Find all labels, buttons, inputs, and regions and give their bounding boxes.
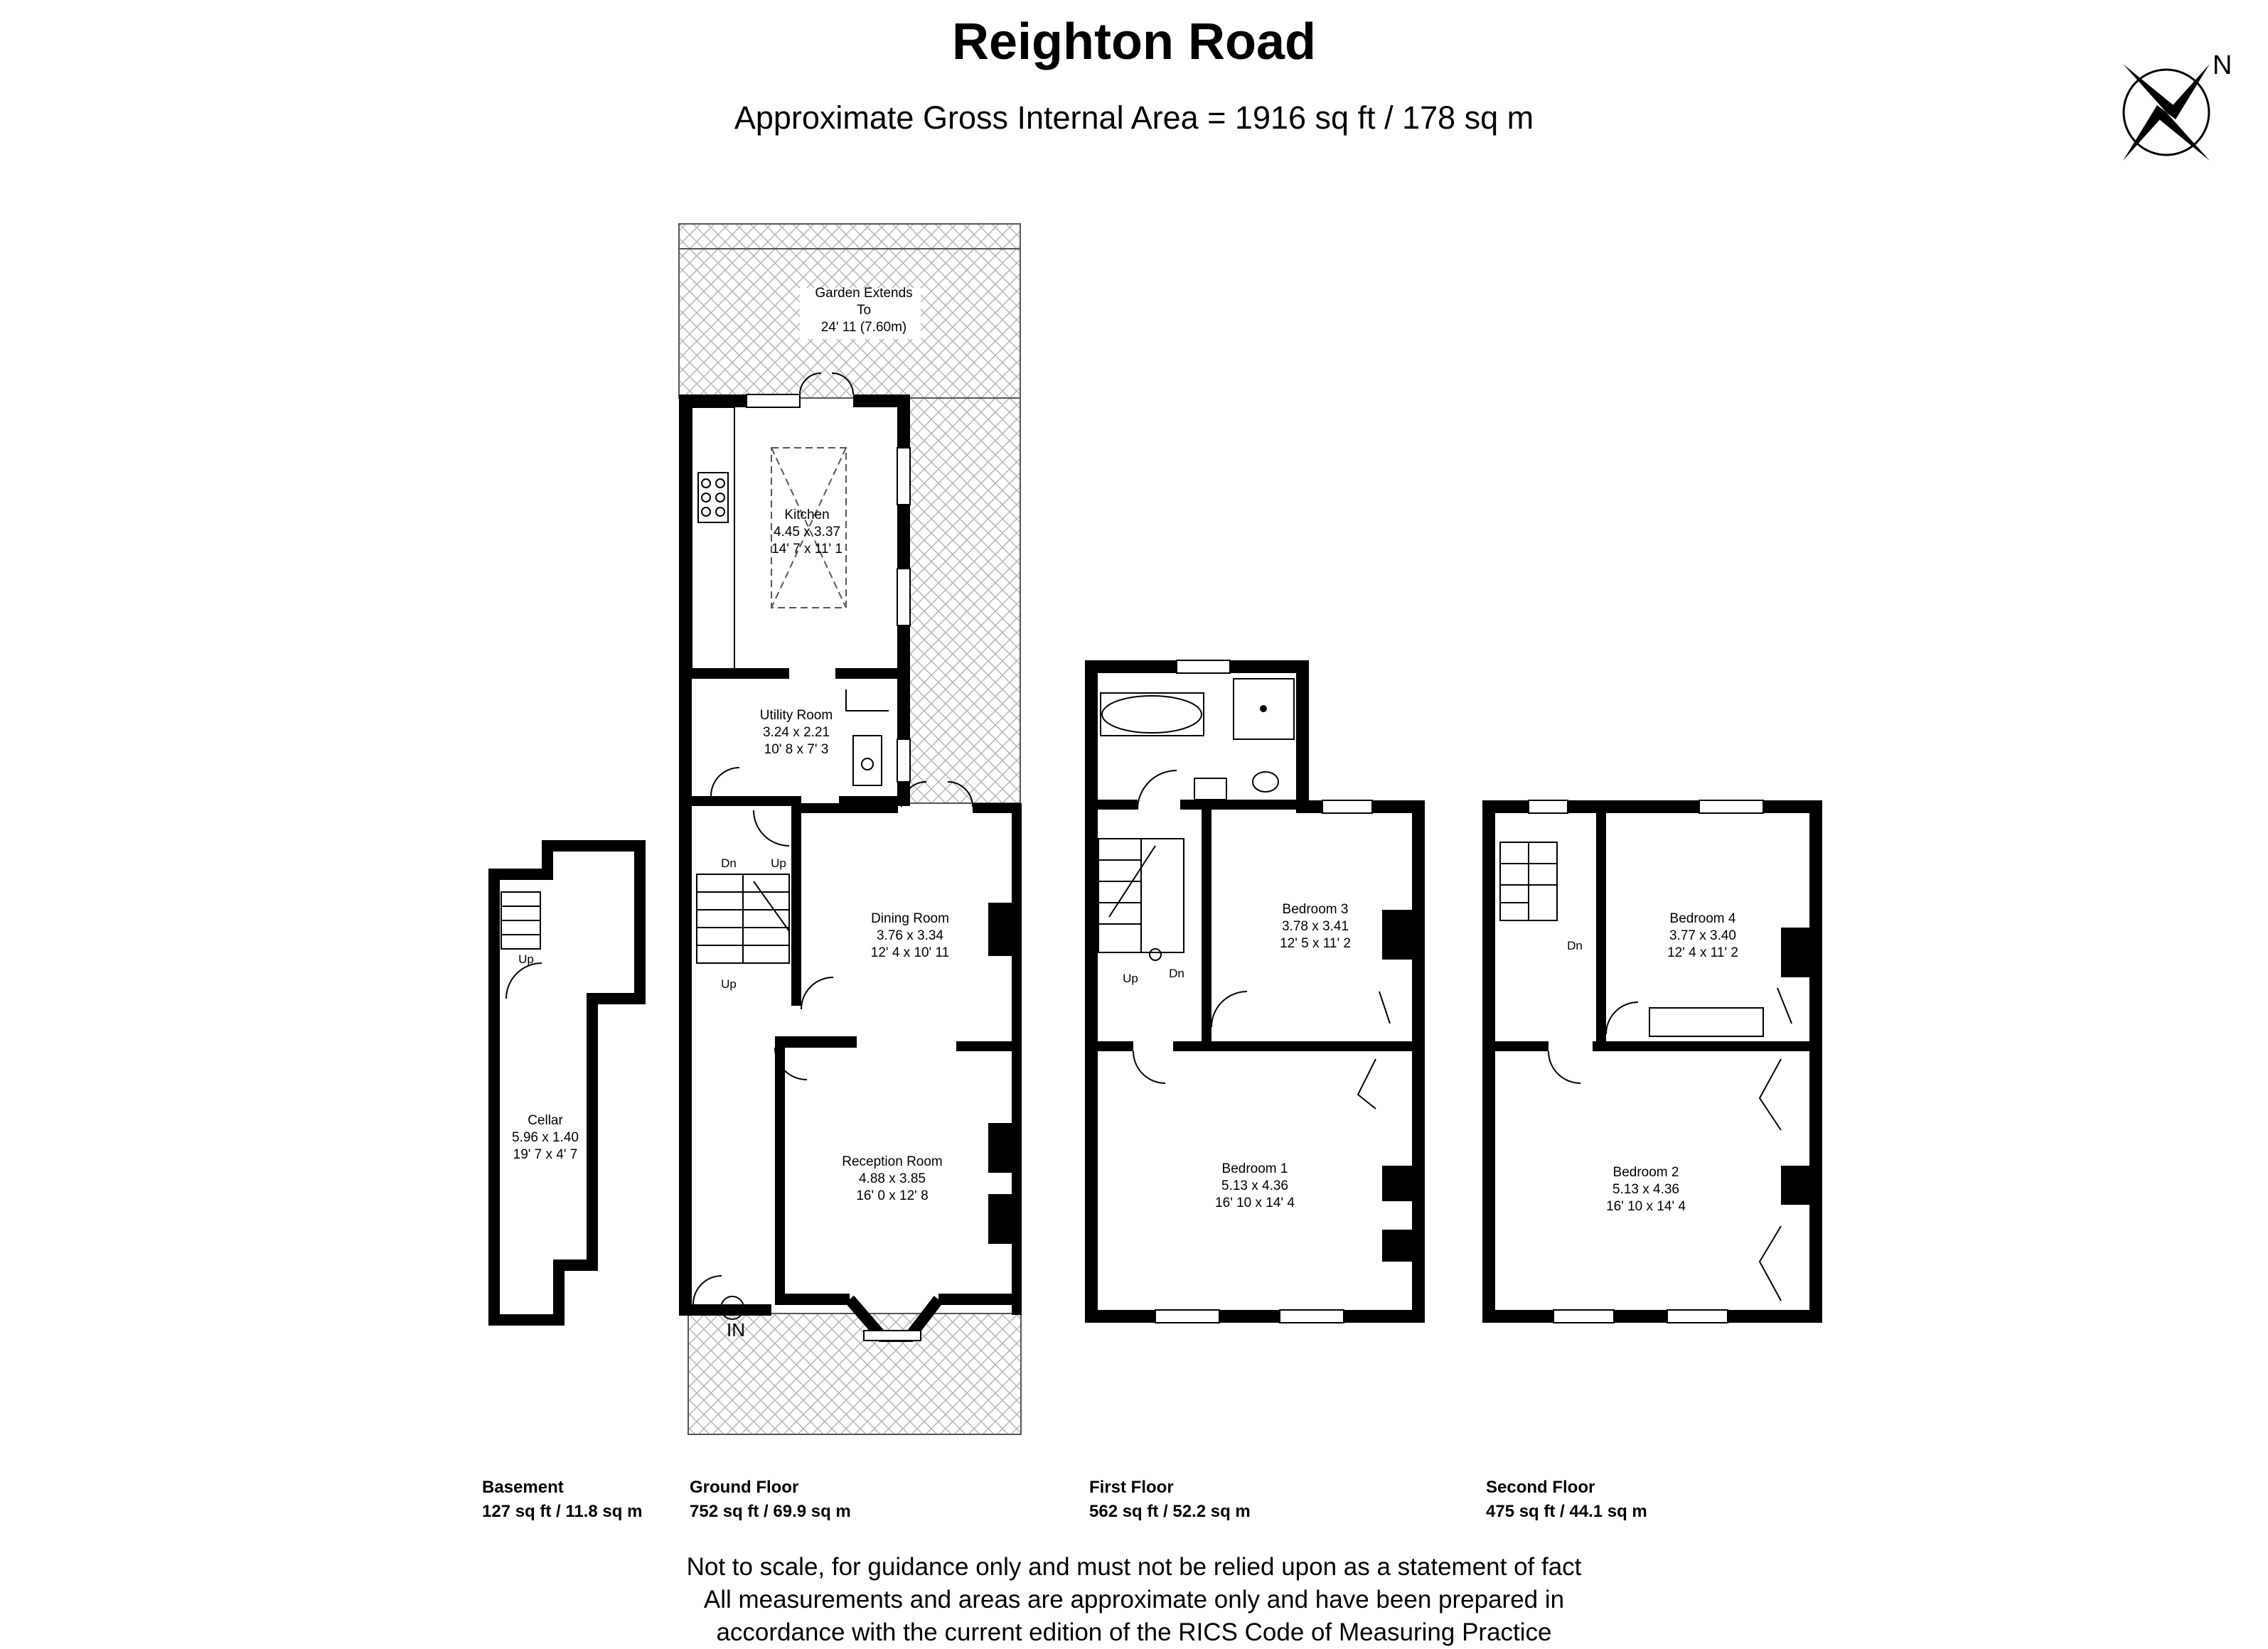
dining-room-imperial: 12' 4 x 10' 11 <box>870 945 950 960</box>
dining-room-metric: 3.76 x 3.34 <box>876 928 944 943</box>
kitchen-imperial: 14' 7 x 11' 1 <box>771 542 843 557</box>
floor-area: 475 sq ft / 44.1 sq m <box>1486 1502 1647 1521</box>
floor-area: 127 sq ft / 11.8 sq m <box>482 1502 643 1521</box>
garden-label-line1: Garden Extends <box>815 286 913 301</box>
bedroom2-metric: 5.13 x 4.36 <box>1612 1182 1680 1197</box>
utility-room-metric: 3.24 x 2.21 <box>762 725 830 740</box>
first-stair-dn-label: Dn <box>1169 967 1184 980</box>
floor-caption-basement <box>482 1476 642 1524</box>
floor-name: Ground Floor <box>690 1478 799 1497</box>
utility-room-imperial: 10' 8 x 7' 3 <box>764 742 829 757</box>
disclaimer-line-2: All measurements and areas are approximate only and have been prepared in <box>703 1586 1565 1613</box>
cellar-imperial: 19' 7 x 4' 7 <box>513 1147 578 1162</box>
bedroom2-name: Bedroom 2 <box>1612 1165 1679 1180</box>
bedroom3-name: Bedroom 3 <box>1282 902 1349 917</box>
ground-floor-plan <box>679 224 1022 1434</box>
floor-name: First Floor <box>1089 1478 1174 1497</box>
garden-label-line2: To <box>856 303 872 318</box>
second-stair-dn-label: Dn <box>1567 939 1583 952</box>
floor-caption-second <box>1486 1476 1647 1524</box>
bedroom1-name: Bedroom 1 <box>1221 1161 1288 1176</box>
second-floor-plan <box>1489 800 1816 1323</box>
first-stair-up-label: Up <box>1123 972 1138 985</box>
floor-area: 562 sq ft / 52.2 sq m <box>1089 1502 1251 1521</box>
kitchen-metric: 4.45 x 3.37 <box>773 525 841 539</box>
bedroom3-imperial: 12' 5 x 11' 2 <box>1280 936 1351 951</box>
cellar-metric: 5.96 x 1.40 <box>511 1130 579 1145</box>
bedroom4-metric: 3.77 x 3.40 <box>1669 928 1737 943</box>
floor-name: Basement <box>482 1478 564 1497</box>
floor-caption-ground <box>690 1476 851 1524</box>
gross-area-subtitle: Approximate Gross Internal Area = 1916 sq ft / 178 sq m <box>734 100 1534 136</box>
compass-north-label: N <box>2213 50 2232 80</box>
reception-room-name: Reception Room <box>842 1154 943 1169</box>
dining-room-name: Dining Room <box>871 911 949 926</box>
garden-label-line3: 24' 11 (7.60m) <box>820 320 907 335</box>
bedroom2-imperial: 16' 10 x 14' 4 <box>1606 1199 1686 1214</box>
kitchen-name: Kitchen <box>784 507 830 522</box>
bedroom4-imperial: 12' 4 x 11' 2 <box>1667 945 1738 960</box>
utility-room-name: Utility Room <box>759 708 833 723</box>
bedroom4-name: Bedroom 4 <box>1669 911 1736 926</box>
page-title: Reighton Road <box>952 14 1316 70</box>
disclaimer-line-3: accordance with the current edition of the RICS Code of Measuring Practice <box>716 1618 1552 1646</box>
reception-room-imperial: 16' 0 x 12' 8 <box>856 1188 929 1203</box>
bedroom1-metric: 5.13 x 4.36 <box>1221 1178 1289 1193</box>
bedroom3-metric: 3.78 x 3.41 <box>1281 919 1349 934</box>
basement-plan <box>494 846 640 1320</box>
basement-stair-up-label: Up <box>518 952 534 966</box>
ground-stair-dn-label: Dn <box>721 856 737 870</box>
entrance-label: IN <box>727 1319 745 1341</box>
cellar-name: Cellar <box>528 1113 563 1128</box>
first-floor-plan <box>1091 660 1418 1323</box>
floor-caption-first <box>1089 1476 1251 1524</box>
compass-rose-icon <box>2123 50 2232 161</box>
floor-name: Second Floor <box>1486 1478 1595 1497</box>
reception-room-metric: 4.88 x 3.85 <box>858 1171 926 1186</box>
ground-stair-up-label-2: Up <box>721 977 737 991</box>
bedroom1-imperial: 16' 10 x 14' 4 <box>1215 1196 1295 1210</box>
disclaimer-line-1: Not to scale, for guidance only and must not be relied upon as a statement of fact <box>686 1553 1582 1581</box>
floor-area: 752 sq ft / 69.9 sq m <box>690 1502 851 1521</box>
ground-stair-up-label: Up <box>771 856 786 870</box>
disclaimer <box>0 1551 2268 1649</box>
